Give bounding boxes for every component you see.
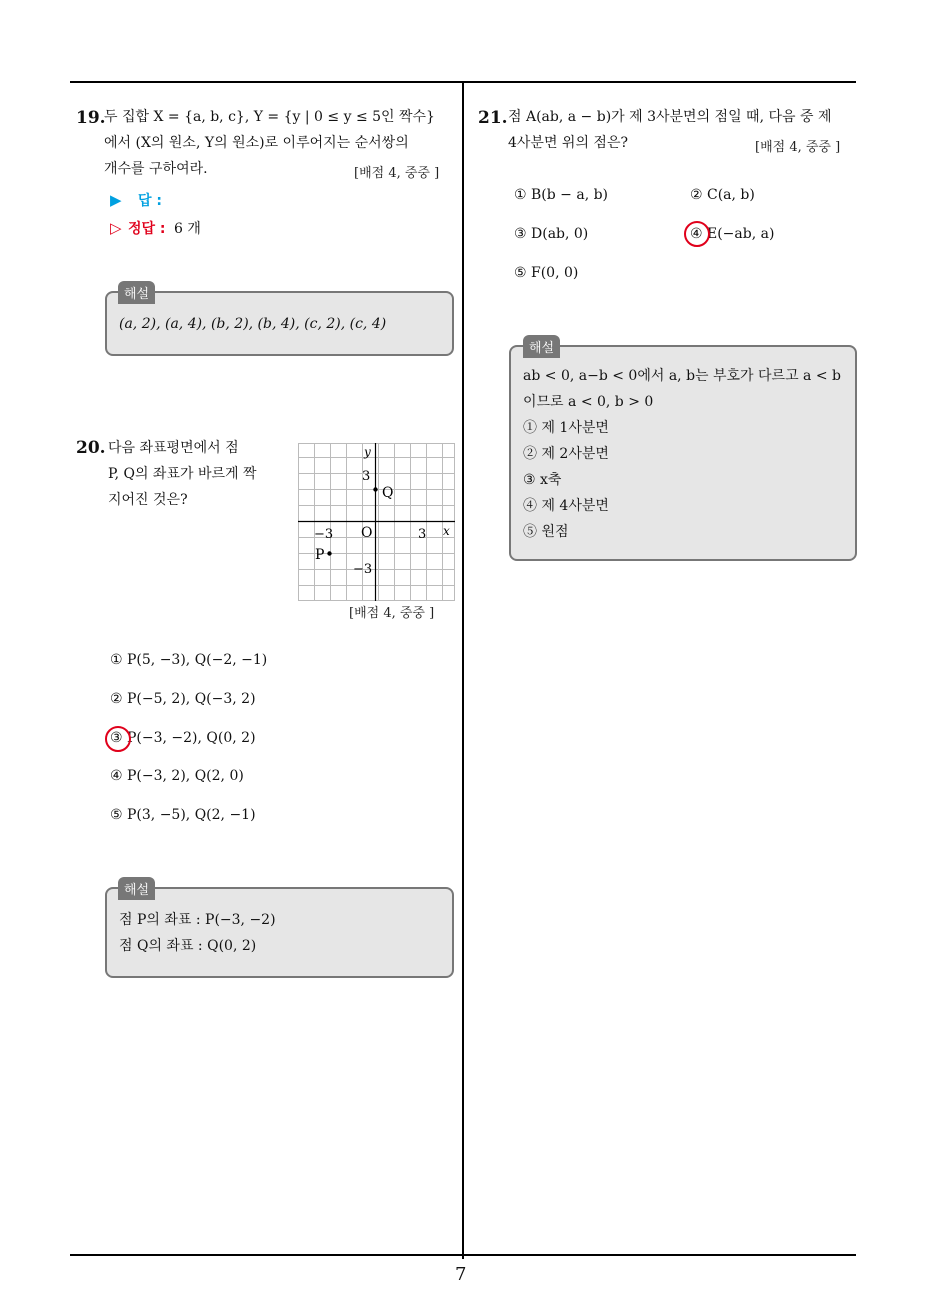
- question-19-answer-row: [110, 190, 162, 210]
- correct-label: 정답 :: [128, 221, 166, 237]
- question-20-text: [108, 435, 288, 513]
- question-21-explanation-line-5: ③ x축: [523, 472, 562, 488]
- question-20-line-1: 다음 좌표평면에서 점: [108, 440, 239, 456]
- correct-value: 6 개: [173, 221, 201, 237]
- question-20-explanation-line-1: 점 P의 좌표 : P(−3, −2): [119, 912, 276, 928]
- column-divider: [462, 81, 464, 1259]
- question-21-explanation-box: [509, 345, 857, 561]
- question-21-option-3[interactable]: ③ D(ab, 0): [514, 226, 589, 242]
- question-20-score: [배점 4, 중중 ]: [349, 606, 435, 621]
- point-p-label: P: [315, 547, 325, 563]
- question-20-option-4[interactable]: ④ P(−3, 2), Q(2, 0): [110, 768, 244, 784]
- y-axis-label: y: [364, 445, 371, 459]
- selected-answer-circle-icon: [105, 726, 131, 752]
- question-21-line-1: 점 A(ab, a − b)가 제 3사분면의 점일 때, 다음 중 제: [508, 109, 832, 125]
- selected-answer-circle-icon: [684, 221, 710, 247]
- question-21-option-5[interactable]: ⑤ F(0, 0): [514, 265, 579, 281]
- tick-x-3: 3: [418, 527, 427, 542]
- question-20-number: 20.: [76, 438, 106, 458]
- question-21-explanation-line-6: ④ 제 4사분면: [523, 498, 609, 514]
- question-19-line-2: 에서 (X의 원소, Y의 원소)로 이루어지는 순서쌍의: [104, 135, 409, 151]
- outline-arrow-icon: ▷: [110, 219, 122, 237]
- question-20-explanation-box: [105, 887, 454, 978]
- x-axis-label: x: [443, 524, 450, 538]
- play-arrow-icon: ▶: [110, 191, 122, 209]
- tick-y-neg3: −3: [353, 562, 373, 577]
- question-20-explanation-tab: 해설: [118, 877, 155, 900]
- question-20-option-2[interactable]: ② P(−5, 2), Q(−3, 2): [110, 691, 256, 707]
- question-21-explanation-body: [523, 363, 841, 545]
- question-20-option-5[interactable]: ⑤ P(3, −5), Q(2, −1): [110, 807, 256, 823]
- question-20-option-3[interactable]: ③ P(−3, −2), Q(0, 2): [110, 730, 256, 746]
- bottom-rule: [70, 1254, 856, 1256]
- question-19-number: 19.: [76, 108, 106, 128]
- tick-x-neg3: −3: [314, 527, 334, 542]
- question-19-correct-row: [110, 218, 201, 238]
- question-21-option-4[interactable]: ④ E(−ab, a): [690, 226, 775, 242]
- answer-label: 답 :: [138, 193, 162, 209]
- question-21-explanation-line-2: 이므로 a < 0, b > 0: [523, 394, 654, 410]
- point-q-label: Q: [382, 485, 394, 501]
- point-p-marker: [327, 551, 331, 555]
- question-19-explanation-box: [105, 291, 454, 356]
- question-21-explanation-line-4: ② 제 2사분면: [523, 446, 609, 462]
- question-21-line-2: 4사분면 위의 점은?: [508, 135, 628, 151]
- question-21-score: [배점 4, 중중 ]: [755, 140, 841, 155]
- question-20-line-3: 지어진 것은?: [108, 492, 188, 508]
- tick-y-3: 3: [362, 469, 371, 484]
- coordinate-plane: [298, 443, 455, 601]
- question-21-number: 21.: [478, 108, 508, 128]
- question-21-explanation-line-3: ① 제 1사분면: [523, 420, 609, 436]
- question-19-explanation-tab: 해설: [118, 281, 155, 304]
- question-21-explanation-tab: 해설: [523, 335, 560, 358]
- question-19-explanation-line: (a, 2), (a, 4), (b, 2), (b, 4), (c, 2), (c, 4): [119, 316, 387, 332]
- page-number: 7: [455, 1264, 467, 1285]
- question-21-explanation-line-1: ab < 0, a−b < 0에서 a, b는 부호가 다르고 a < b: [523, 368, 841, 384]
- question-20-explanation-line-2: 점 Q의 좌표 : Q(0, 2): [119, 938, 257, 954]
- question-21-option-2[interactable]: ② C(a, b): [690, 187, 755, 203]
- question-20-line-2: P, Q의 좌표가 바르게 짝: [108, 466, 257, 482]
- question-19-score: [배점 4, 중중 ]: [354, 166, 440, 181]
- origin-label: O: [361, 525, 373, 541]
- question-20-option-1[interactable]: ① P(5, −3), Q(−2, −1): [110, 652, 268, 668]
- question-21-explanation-line-7: ⑤ 원점: [523, 524, 569, 540]
- question-21-option-1[interactable]: ① B(b − a, b): [514, 187, 609, 203]
- question-19-line-3: 개수를 구하여라.: [104, 161, 208, 177]
- point-q-marker: [373, 487, 377, 491]
- question-19-line-1: 두 집합 X = {a, b, c}, Y = {y | 0 ≤ y ≤ 5인 짝수}: [104, 109, 435, 125]
